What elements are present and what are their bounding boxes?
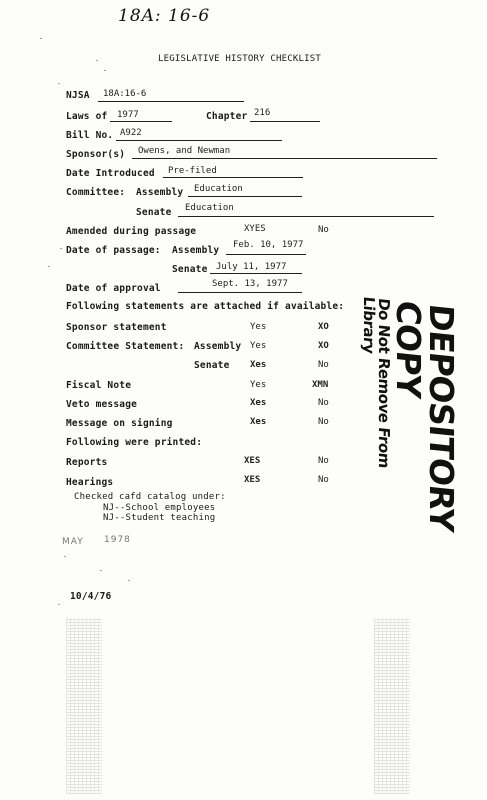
scan-speck (60, 248, 62, 249)
laws-of-value: 1977 (117, 110, 139, 120)
fiscal-note-no: XMN (312, 380, 329, 390)
chapter-value: 216 (254, 108, 271, 118)
fiscal-note-label: Fiscal Note (66, 380, 132, 391)
laws-of-underline (110, 121, 172, 122)
amended-label: Amended during passage (66, 226, 197, 237)
message-on-signing-no: No (318, 417, 329, 427)
chapter-underline (250, 121, 320, 122)
amended-yes: XYES (244, 224, 266, 234)
committee-senate-value: Education (185, 203, 234, 213)
attached-statements-heading: Following statements are attached if available: (66, 301, 345, 312)
committee-assembly-value: Education (194, 184, 243, 194)
footer-date: 10/4/76 (70, 591, 112, 602)
sponsors-value: Owens, and Newman (138, 146, 231, 156)
passage-assembly-underline (226, 254, 306, 255)
bill-no-underline (116, 140, 282, 141)
committee-senate-label: Senate (136, 207, 172, 218)
committee-statement-senate-yes: Xes (250, 360, 267, 370)
scan-speck (64, 556, 66, 557)
scan-speck (100, 570, 102, 571)
scan-speck (128, 580, 130, 581)
printed-heading: Following were printed: (66, 437, 203, 448)
handwritten-reference: 18A: 16-6 (118, 6, 211, 26)
bill-no-label: Bill No. (66, 130, 114, 141)
date-introduced-label: Date Introduced (66, 168, 155, 179)
depository-copy-stamp (360, 295, 461, 533)
amended-no: No (318, 225, 329, 235)
scan-edge-shading-right (374, 618, 410, 794)
scan-speck (58, 604, 60, 605)
hearings-label: Hearings (66, 477, 114, 488)
laws-of-label: Laws of (66, 111, 108, 122)
date-of-approval-value: Sept. 13, 1977 (212, 279, 288, 289)
chapter-label: Chapter (206, 111, 248, 122)
scan-speck (104, 70, 106, 71)
message-on-signing-yes: Xes (250, 417, 267, 427)
catalog-entry: NJ--Student teaching (103, 513, 216, 523)
hearings-yes: XES (244, 475, 261, 485)
fiscal-note-yes: Yes (250, 380, 267, 390)
scan-speck (96, 60, 98, 61)
bill-no-value: A922 (120, 128, 142, 138)
committee-senate-underline (178, 216, 434, 217)
catalog-entry: NJ--School employees (103, 503, 216, 513)
passage-senate-underline (210, 273, 302, 274)
committee-statement-senate-no: No (318, 360, 329, 370)
date-introduced-underline (163, 177, 303, 178)
njsa-label: NJSA (66, 90, 90, 101)
committee-assembly-label: Assembly (136, 187, 184, 198)
scan-speck (48, 266, 50, 267)
document-title: LEGISLATIVE HISTORY CHECKLIST (158, 54, 321, 64)
committee-label: Committee: (66, 187, 126, 198)
date-of-approval-label: Date of approval (66, 283, 161, 294)
committee-assembly-underline (188, 196, 302, 197)
committee-statement-assembly-no: XO (318, 341, 329, 351)
passage-senate-label: Senate (172, 264, 208, 275)
passage-assembly-value: Feb. 10, 1977 (233, 240, 304, 250)
depository-stamp-line1: DEPOSITORY COPY (389, 298, 461, 533)
passage-assembly-label: Assembly (172, 245, 220, 256)
sponsors-label: Sponsor(s) (66, 149, 126, 160)
reports-yes: XES (244, 456, 261, 466)
njsa-underline (98, 101, 244, 102)
sponsors-underline (132, 158, 437, 159)
committee-statement-assembly-label: Assembly (194, 341, 242, 352)
committee-statement-assembly-yes: Yes (250, 341, 267, 351)
sponsor-statement-label: Sponsor statement (66, 322, 167, 333)
received-stamp-year: 1978 (104, 535, 131, 545)
veto-message-label: Veto message (66, 399, 138, 410)
committee-statement-senate-label: Senate (194, 360, 230, 371)
reports-label: Reports (66, 457, 108, 468)
date-of-approval-underline (178, 292, 302, 293)
date-of-passage-label: Date of passage: (66, 245, 161, 256)
hearings-no: No (318, 475, 329, 485)
veto-message-no: No (318, 398, 329, 408)
received-stamp-month: MAY (62, 537, 84, 547)
sponsor-statement-yes: Yes (250, 322, 267, 332)
depository-stamp-line2: Do Not Remove From Library (360, 295, 393, 469)
passage-senate-value: July 11, 1977 (216, 262, 287, 272)
scan-edge-shading-left (66, 618, 102, 794)
reports-no: No (318, 456, 329, 466)
scan-speck (58, 83, 60, 84)
veto-message-yes: Xes (250, 398, 267, 408)
sponsor-statement-no: XO (318, 322, 329, 332)
committee-statement-label: Committee Statement: (66, 341, 185, 352)
message-on-signing-label: Message on signing (66, 418, 173, 429)
njsa-value: 18A:16-6 (103, 89, 147, 99)
catalog-heading: Checked cafd catalog under: (74, 492, 226, 502)
scan-speck (40, 38, 42, 39)
date-introduced-value: Pre-filed (168, 166, 217, 176)
